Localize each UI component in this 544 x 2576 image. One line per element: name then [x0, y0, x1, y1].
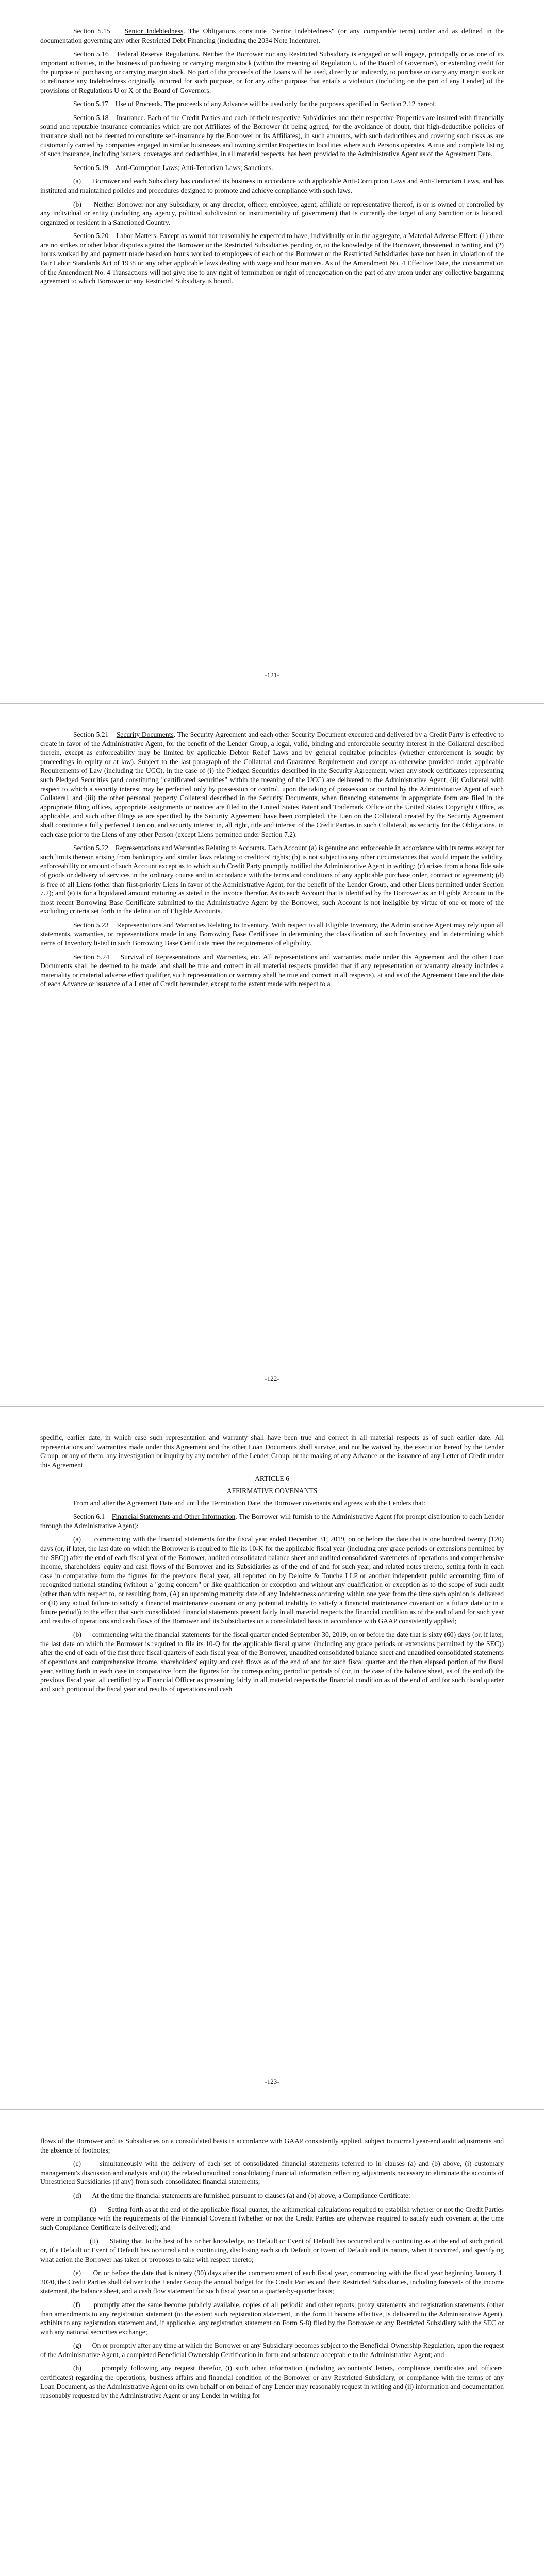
paragraph	[40, 1630, 504, 1693]
clause-text: Borrower and each Subsidiary has conducted its business in accordance with applicable Anti-Corruption Laws and Anti-Terrorism Laws, and has instituted and maintained policies and procedures designed to promote and achieve compliance with such laws.	[40, 177, 504, 194]
section-heading: Federal Reserve Regulations	[117, 50, 199, 58]
paragraph	[40, 2137, 504, 2155]
clause-marker: (a)	[73, 177, 81, 185]
section-text: . The proceeds of any Advance will be used only for the purposes specified in Section 2.12 hereof.	[160, 100, 437, 108]
section-number: Section 6.1	[73, 1513, 105, 1521]
page-3	[0, 1406, 544, 2110]
section-text: .	[271, 163, 273, 172]
section-number: Section 5.20	[73, 232, 109, 240]
section-text: . All representations and warranties made under this Agreement and the other Loan Documents shall be deemed to be made, and shall be true and correct in all material respects provided that if any representation or warranty already includes a materiality or material adverse effect qualifier, such representation or warranty shall be true and correct in all respects), at and as of the Agreement Date and the date of each Advance or issuance of a Letter of Credit hereunder, except to the extent made with respect to a	[40, 953, 504, 988]
paragraph	[40, 2205, 504, 2232]
clause-text: commencing with the financial statements for the fiscal year ended December 31, 2019, on or before the date that is one hundred twenty (120) days (or, if later, the last date on which the Borrower is required to file its 10-K for the applicable fiscal year (including any grace periods or extensions permitted by the SEC)) after the end of each fiscal year of the Borrower, audited consolidated balance sheet and audited consolidated statements of operations and comprehensive income, shareholders' equity and cash flows of the Borrower and its Subsidiaries as of the end of and for such year, and related notes thereto, setting forth in each case in comparative form the figures for the previous fiscal year, all reported on by Deloitte & Touche LLP or another independent public accounting firm of recognized national standing (without a "going concern" or like qualification or exception and without any qualification or exception as to the scope of such audit (other than with respect to, or resulting from, (A) an upcoming maturity date of any Indebtedness occurring within one year from the time such opinion is delivered or (B) any actual failure to satisfy a financial maintenance covenant or any potential inability to satisfy a financial maintenance covenant on a future date or in a future period)) to the effect that such consolidated financial statements present fairly in all material respects the financial condition as of the end of and for such year and results of operations and cash flows of the Borrower and its Subsidiaries on a consolidated basis in accordance with GAAP consistently applied;	[40, 1535, 504, 1625]
clause-marker: (h)	[73, 2364, 81, 2372]
clause-text: promptly after the same become publicly available, copies of all periodic and other reports, proxy statements and registration statements (other than amendments to any registration statement (to the extent such registration statement, in the form it became effective, is delivered to the Administrative Agent), exhibits to any registration statement and, if applicable, any registration statement on Form S-8) filed by the Borrower or any Restricted Subsidiary with the SEC or with any national securities exchange;	[40, 2300, 504, 2336]
clause-marker: (b)	[73, 1631, 81, 1639]
clause-marker: (a)	[73, 1535, 81, 1544]
paragraph	[40, 1535, 504, 1625]
clause-text: promptly following any request therefor, (i) such other information (including accountants' letters, compliance certificates and officers' certificates) regarding the operations, business affairs and financial condition of the Borrower or any Restricted Subsidiary, or compliance with the terms of any Loan Document, as the Administrative Agent on its own behalf or on behalf of any Lender may reasonably request in writing and (ii) information and documentation reasonably requested by the Administrative Agent or any Lender in writing for	[40, 2364, 504, 2400]
clause-text: At the time the financial statements are furnished pursuant to clauses (a) and (b) above, a Compliance Certificate:	[92, 2191, 410, 2199]
paragraph	[40, 49, 504, 95]
section-heading: Representations and Warranties Relating to Inventory	[117, 921, 268, 929]
clause-text: On or before the date that is ninety (90) days after the commencement of each fiscal year, commencing with the fiscal year beginning January 1, 2020, the Credit Parties shall deliver to the Lender Group the annual budget for the Credit Parties and their Restricted Subsidiaries, including forecasts of the income statement, the balance sheet, and a cash flow statement for such fiscal year on a quarter-by-quarter basis;	[40, 2269, 504, 2295]
paragraph	[40, 1512, 504, 1530]
page-number: -122-	[265, 1375, 279, 1382]
page-divider	[0, 703, 544, 704]
section-text: . The Obligations constitute "Senior Indebtedness" (or any comparable term) under and as defined in the documentation governing any other Restricted Debt Financing (including the 2034 Note Indenture).	[40, 27, 504, 44]
section-text: . Each Account (a) is genuine and enforceable in accordance with its terms except for such limits thereon arising from bankruptcy and similar laws relating to creditors' rights; (b) is not subject to any other circumstances that would impair the validity, enforceability or amount of such Account except as to which such Credit Party promptly notified the Administrative Agent in writing; (c) arises from a bona fide sale of goods or delivery of services in the ordinary course and in accordance with the terms and conditions of any applicable purchase order, contract or agreement; (d) is free of all Liens (other than first-priority Liens in favor of the Administrative Agent, for the benefit of the Lender Group, and other Liens permitted under Section 7.2); and (e) is for a liquidated amount maturing as stated in the invoice therefor. As to each Account that is identified by the Borrower as an Eligible Account in the most recent Borrowing Base Certificate submitted to the Administrative Agent by the Borrower, such Account is not ineligible by virtue of one or more of the excluding criteria set forth in the definition of Eligible Accounts.	[40, 844, 504, 916]
paragraph	[40, 231, 504, 286]
clause-marker: (ii)	[90, 2237, 98, 2245]
section-heading: Senior Indebtedness	[124, 27, 184, 35]
clause-text: Neither Borrower nor any Subsidiary, or any director, officer, employee, agent, affiliate or representative thereof, is or is owned or controlled by any individual or entity (including any agency, political subdivision or instrumentality of government) that is currently the target of any Sanction or is located, organized or resident in a Sanctioned Country.	[40, 200, 504, 226]
article-heading: ARTICLE 6	[255, 1475, 289, 1483]
clause-marker: (d)	[73, 2191, 81, 2199]
paragraph	[40, 2364, 504, 2400]
page-4	[0, 2110, 544, 2576]
page-number: -123-	[265, 2078, 279, 2086]
clause-marker: (i)	[90, 2205, 96, 2213]
paragraph	[40, 2300, 504, 2336]
paragraph	[40, 843, 504, 916]
section-number: Section 5.17	[73, 100, 108, 108]
page-divider	[0, 2109, 544, 2110]
section-text: . With respect to all Eligible Inventory, the Administrative Agent may rely upon all statements, warranties, or representations made in any Borrowing Base Certificate in determining the classification of such Inventory and in determining which items of Inventory listed in such Borrowing Base Certificate meet the requirements of eligibility.	[40, 921, 504, 947]
section-text: . The Borrower will furnish to the Administrative Agent (for prompt distribution to each Lender through the Administrative Agent):	[40, 1513, 504, 1530]
paragraph	[40, 177, 504, 195]
page-divider	[0, 1406, 544, 1407]
clause-text: On or promptly after any time at which the Borrower or any Subsidiary becomes subject to the Beneficial Ownership Regulation, upon the request of the Administrative Agent, a completed Beneficial Ownership Certification in form and substance acceptable to the Administrative Agent; and	[40, 2342, 504, 2359]
page-1	[0, 0, 544, 703]
paragraph	[40, 27, 504, 45]
clause-text: simultaneously with the delivery of each set of consolidated financial statements referred to in clauses (a) and (b) above, (i) customary management's discussion and analysis and (ii) the related unaudited consolidating financial information reflecting adjustments necessary to eliminate the accounts of Unrestricted Subsidiaries (if any) from such consolidated financial statements;	[40, 2160, 504, 2186]
section-heading: Labor Matters	[116, 232, 156, 240]
paragraph	[40, 113, 504, 159]
page-2	[0, 703, 544, 1406]
page-number: -121-	[265, 671, 279, 679]
paragraph	[40, 1433, 504, 1469]
paragraph	[40, 99, 504, 109]
paragraph-text: From and after the Agreement Date and until the Termination Date, the Borrower covenants and agrees with the Lenders that:	[73, 1499, 425, 1507]
section-heading: Financial Statements and Other Information	[111, 1513, 236, 1521]
section-text: . Except as would not reasonably be expected to have, individually or in the aggregate, a Material Adverse Effect: (1) there are no strikes or other labor disputes against the Borrower or the Restricted Subsidiaries pending or, to the knowledge of the Borrower, threatened in writing and (2) hours worked by and payment made based on hours worked to employees of each of the Borrower or the Restricted Subsidiaries have not been in violation of the Fair Labor Standards Act of 1938 or any other applicable laws dealing with wage and hour matters. As of the Amendment No. 4 Effective Date, the consummation of the Amendment No. 4 Transactions will not give rise to any right of termination or right of renegotiation on the part of any union under any collective bargaining agreement to which Borrower or any Restricted Subsidiary is bound.	[40, 232, 504, 285]
article-heading: AFFIRMATIVE COVENANTS	[226, 1486, 318, 1495]
clause-marker: (f)	[73, 2300, 80, 2309]
paragraph	[40, 921, 504, 948]
paragraph	[40, 730, 504, 839]
section-number: Section 5.15	[73, 27, 110, 35]
section-text: . Each of the Credit Parties and each of their respective Subsidiaries and their respective Properties are insured with financially sound and reputable insurance companies which are not Affiliates of the Borrower (it being agreed, for the avoidance of doubt, that high-deductible policies of insurance shall not be deemed to constitute self-insurance by the Borrower or its Affiliates), in such amounts, with such deductibles and covering such risks as are customarily carried by companies engaged in similar businesses and owning similar Properties in localities where such Persons operates. A true and complete listing of such insurance, including issuers, coverages and deductibles, in all material respects, has been provided to the Administrative Agent as of the Agreement Date.	[40, 113, 504, 158]
section-heading: Security Documents	[116, 731, 174, 738]
section-heading: Insurance	[116, 113, 144, 122]
section-text: . Neither the Borrower nor any Restricted Subsidiary is engaged or will engage, principally or as one of its important activities, in the business of purchasing or carrying margin stock (within the meaning of Regulation U of the Board of Governors), or extending credit for the purpose of purchasing or carrying margin stock. No part of the proceeds of the Loans will be used, directly or indirectly, to purchase or carry any margin stock or to refinance any Indebtedness originally incurred for such purpose, or for any other purpose that entails a violation (including on the part of any Lender) of the provisions of Regulations U or X of the Board of Governors.	[40, 50, 504, 94]
section-number: Section 5.16	[73, 50, 109, 58]
clause-marker: (e)	[73, 2269, 81, 2277]
paragraph-text: flows of the Borrower and its Subsidiaries on a consolidated basis in accordance with GAAP consistently applied, subject to normal year-end audit adjustments and the absence of footnotes;	[40, 2137, 504, 2154]
section-heading: Survival of Representations and Warranties, etc	[120, 953, 259, 961]
section-heading: Use of Proceeds	[115, 100, 161, 108]
paragraph	[40, 200, 504, 227]
paragraph	[40, 2191, 504, 2200]
paragraph	[40, 953, 504, 989]
section-text: . The Security Agreement and each other Security Document executed and delivered by a Credit Party is effective to create in favor of the Administrative Agent, for the benefit of the Lender Group, a legal, valid, binding and enforceable security interest in the Collateral described therein, except as enforceability may be limited by applicable Debtor Relief Laws and by general equitable principles (whether enforcement is sought by proceedings in equity or at law). Subject to the last paragraph of the Collateral and Guarantee Requirement and except as otherwise provided under applicable Requirements of Law (including the UCC), in the case of (i) the Pledged Securities described in the Security Agreement, when any stock certificates representing such Pledged Securities (and constituting "certificated securities" within the meaning of the UCC) are delivered to the Administrative Agent, (ii) Collateral with respect to which a security interest may be perfected only by possession or control, upon the taking of possession or control by the Administrative Agent of such Collateral, and (iii) the other personal property Collateral described in the Security Documents, when financing statements in appropriate form are filed in the appropriate filing offices, appropriate assignments or notices are filed in the United States Patent and Trademark Office or the United States Copyright Office, as applicable, and such other filings as are specified by the Security Agreement have been completed, the Lien on the Collateral created by the Security Agreement shall constitute a fully perfected Lien on, and security interest in, all right, title and interest of the Credit Parties in such Collateral, as security for the Obligations, in each case prior to the Liens of any other Person (except Liens permitted under Section 7.2).	[40, 731, 504, 838]
section-heading: Representations and Warranties Relating to Accounts	[115, 844, 265, 852]
paragraph-text: specific, earlier date, in which case such representation and warranty shall have been true and correct in all material respects as of such earlier date. All representations and warranties made under this Agreement and the other Loan Documents shall survive, and not be waived by, the execution hereof by the Lender Group, or any of them, any investigation or inquiry by any member of the Lender Group, or the making of any Advance or the issuance of any Letter of Credit under this Agreement.	[40, 1434, 504, 1469]
paragraph	[40, 163, 504, 173]
section-number: Section 5.18	[73, 113, 109, 122]
section-number: Section 5.23	[73, 921, 109, 929]
clause-text: Setting forth as at the end of the applicable fiscal quarter, the arithmetical calculations required to establish whether or not the Credit Parties were in compliance with the requirements of the Financial Covenant (whether or not the Credit Parties are otherwise required to satisfy such covenant at the time such Compliance Certificate is delivered); and	[40, 2205, 504, 2231]
clause-text: commencing with the financial statements for the fiscal quarter ended September 30, 2019, on or before the date that is sixty (60) days (or, if later, the last date on which the Borrower is required to file its 10-Q for the applicable fiscal quarter (including any grace periods or extensions permitted by the SEC)) after the end of each of the first three fiscal quarters of each fiscal year of the Borrower, unaudited consolidated balance sheet and unaudited consolidated statements of operations and comprehensive income, shareholders' equity and cash flows as of the end of and for such fiscal quarter and the then elapsed portion of the fiscal year, setting forth in each case in comparative form the figures for the corresponding period or periods of (or, in the case of the balance sheet, as of the end of) the previous fiscal year, all certified by a Financial Officer as presenting fairly in all material respects the financial condition as of the end of and for such fiscal quarter and such portion of the fiscal year and results of operations and cash	[40, 1631, 504, 1693]
section-number: Section 5.19	[73, 163, 108, 172]
clause-marker: (g)	[73, 2342, 81, 2350]
clause-text: Stating that, to the best of his or her knowledge, no Default or Event of Default has occurred and is continuing as at the end of such period, or, if a Default or Event of Default has occurred and is continuing, disclosing each such Default or Event of Default and its nature, when it occurred, and specifying what action the Borrower has taken or proposes to take with respect thereto;	[40, 2237, 504, 2263]
clause-marker: (c)	[73, 2160, 81, 2168]
section-number: Section 5.21	[73, 731, 109, 738]
paragraph	[40, 2268, 504, 2296]
clause-marker: (b)	[73, 200, 81, 208]
paragraph	[40, 2159, 504, 2187]
section-number: Section 5.22	[73, 844, 108, 852]
paragraph	[40, 1499, 504, 1508]
paragraph	[40, 2341, 504, 2359]
section-heading: Anti-Corruption Laws; Anti-Terrorism Laws; Sanctions	[115, 163, 272, 172]
section-number: Section 5.24	[73, 953, 109, 961]
paragraph	[40, 2236, 504, 2264]
